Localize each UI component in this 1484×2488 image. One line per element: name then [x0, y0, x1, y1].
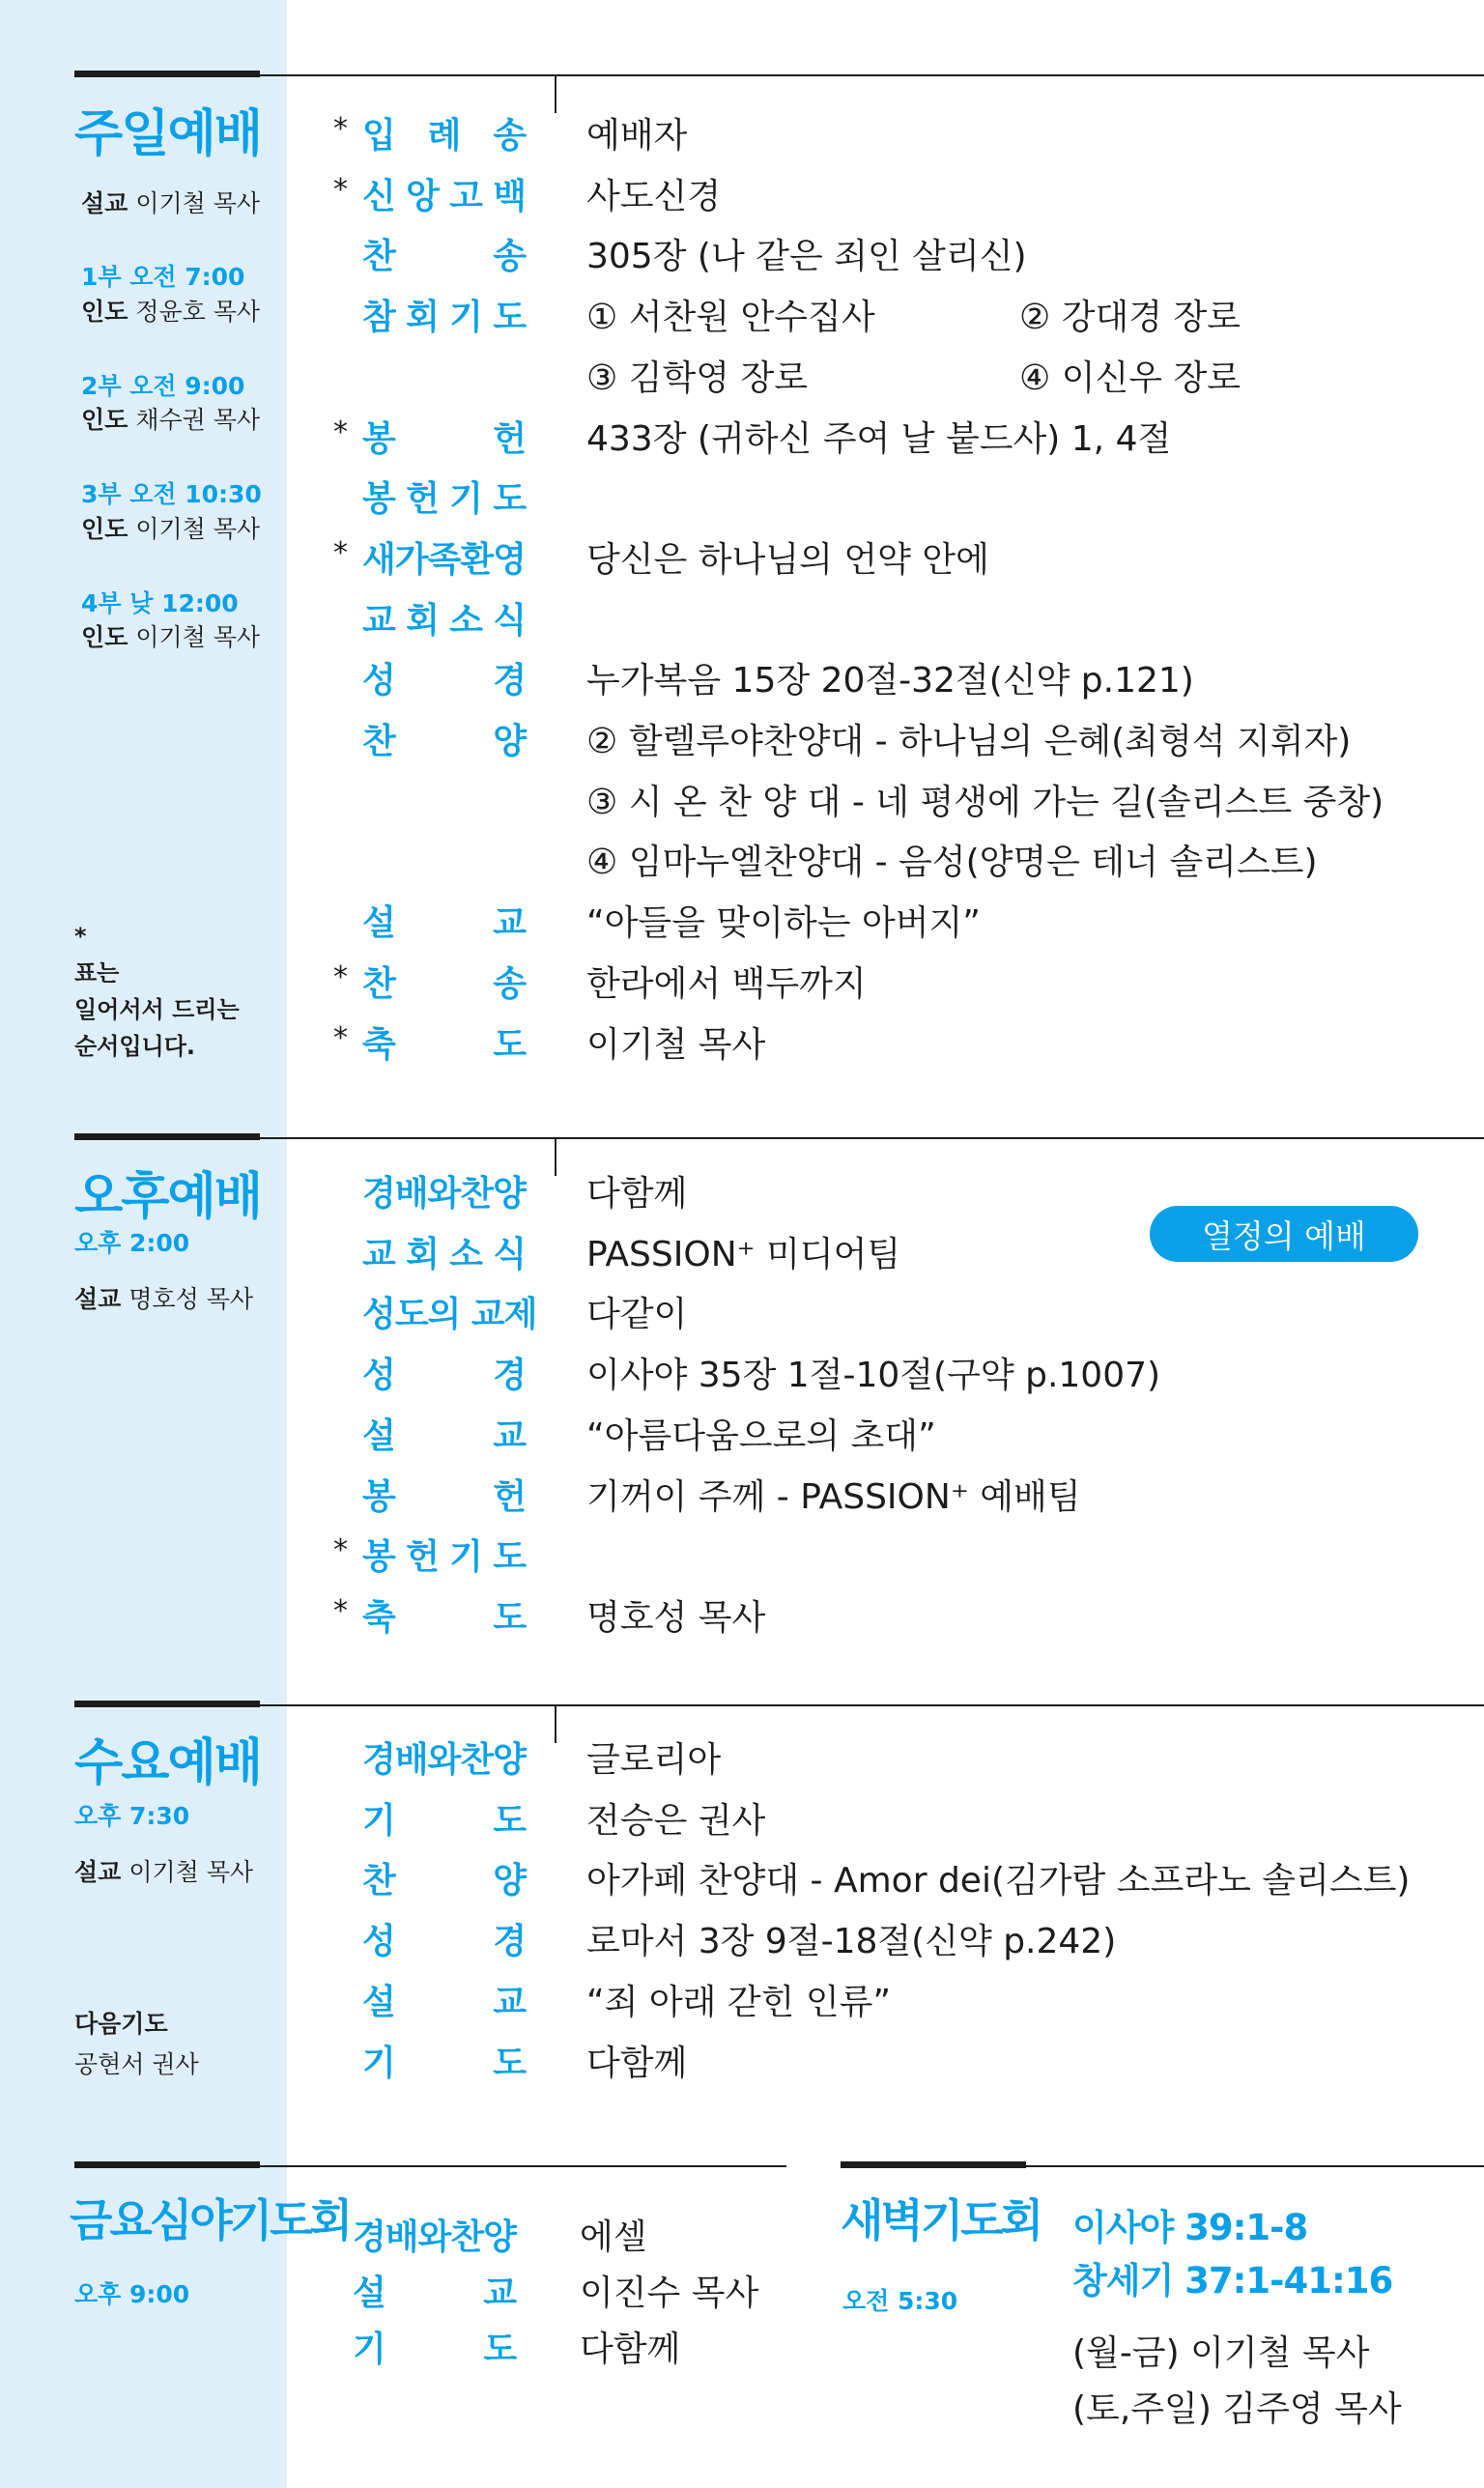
- standing-marker: *: [333, 1593, 348, 1628]
- standing-marker: *: [333, 172, 348, 207]
- order-value-secondary: ④ 이신우 장로: [1019, 357, 1241, 398]
- order-label: 설 교: [362, 1416, 527, 1456]
- section-rule-thin: [260, 2165, 786, 2167]
- section-rule-thick: [74, 71, 260, 77]
- section-rule-thick: [74, 1133, 260, 1140]
- section-tick: [555, 1704, 556, 1743]
- section-rule-thin: [260, 1137, 1484, 1139]
- service-time: 2부 오전 9:00: [81, 372, 245, 400]
- order-value: “아들을 맞이하는 아버지”: [586, 903, 981, 944]
- order-value: 다함께: [586, 2043, 688, 2083]
- dawn-scripture: 창세기 37:1-41:16: [1072, 2260, 1393, 2302]
- order-label: 기 도: [362, 2043, 527, 2083]
- sunday-preacher: 설교 이기철 목사: [81, 189, 261, 217]
- order-value: 아가페 찬양대 - Amor dei(김가람 소프라노 솔리스트): [586, 1861, 1411, 1902]
- dawn-title: 새벽기도회: [841, 2194, 1042, 2246]
- order-value: “아름다움으로의 초대”: [586, 1416, 936, 1456]
- order-label: 설 교: [362, 903, 527, 944]
- wednesday-preacher: 설교 이기철 목사: [74, 1858, 254, 1886]
- order-label: 봉 헌 기 도: [362, 479, 527, 520]
- section-tick: [555, 1137, 556, 1176]
- order-value: 305장 (나 같은 죄인 살리신): [586, 237, 1027, 277]
- order-label: 찬 송: [362, 963, 527, 1004]
- order-label: 교 회 소 식: [362, 1234, 527, 1274]
- order-label: 새가족환영: [362, 539, 526, 580]
- order-label: 기 도: [353, 2330, 517, 2369]
- order-label: 교 회 소 식: [362, 600, 527, 641]
- order-value: PASSION⁺ 미디어팀: [586, 1234, 901, 1274]
- order-value: ① 서찬원 안수집사: [586, 298, 875, 338]
- order-label: 경배와찬양: [362, 1174, 526, 1214]
- order-label: 찬 양: [362, 1861, 527, 1902]
- afternoon-time: 오후 2:00: [74, 1229, 190, 1257]
- section-rule-thick: [74, 2161, 260, 2168]
- standing-marker: *: [333, 1533, 348, 1568]
- standing-marker: *: [333, 415, 348, 449]
- dawn-scripture: 이사야 39:1-8: [1072, 2207, 1308, 2248]
- order-label: 경배와찬양: [353, 2217, 516, 2257]
- service-leader: 인도 이기철 목사: [81, 623, 261, 651]
- order-value: 다함께: [586, 1174, 688, 1214]
- friday-time: 오후 9:00: [74, 2280, 190, 2308]
- order-value-secondary: ② 강대경 장로: [1019, 298, 1241, 338]
- order-value: 누가복음 15장 20절-32절(신약 p.121): [586, 661, 1194, 701]
- service-time: 1부 오전 7:00: [81, 263, 245, 291]
- service-leader: 인도 채수권 목사: [81, 406, 261, 434]
- order-label: 설 교: [362, 1982, 527, 2022]
- order-value: 당신은 하나님의 언약 안에: [586, 539, 989, 580]
- standing-note: * 표는 일어서서 드리는 순서입니다.: [74, 923, 240, 1060]
- order-value: ③ 시 온 찬 양 대 - 네 평생에 가는 길(솔리스트 중창): [586, 782, 1384, 822]
- order-label: 설 교: [353, 2274, 517, 2313]
- order-label: 찬 양: [362, 722, 527, 761]
- order-label: 봉 헌: [362, 418, 527, 459]
- standing-marker: *: [333, 1020, 348, 1055]
- order-label: 성 경: [362, 1922, 527, 1962]
- passion-worship-badge: 열정의 예배: [1150, 1206, 1418, 1262]
- wednesday-time: 오후 7:30: [74, 1802, 190, 1830]
- afternoon-title: 오후예배: [74, 1168, 261, 1226]
- order-label: 입 례 송: [362, 116, 527, 156]
- standing-marker: *: [333, 535, 348, 570]
- order-value: 기꺼이 주께 - PASSION⁺ 예배팀: [586, 1476, 1081, 1517]
- service-leader: 인도 이기철 목사: [81, 515, 261, 543]
- sunday-title: 주일예배: [74, 105, 261, 163]
- order-label: 기 도: [362, 1800, 527, 1841]
- order-label: 축 도: [362, 1597, 527, 1638]
- order-value: 다함께: [580, 2330, 681, 2369]
- service-time: 4부 낮 12:00: [81, 589, 239, 617]
- order-value: 명호성 목사: [586, 1597, 766, 1638]
- order-label: 찬 송: [362, 237, 527, 277]
- order-label: 축 도: [362, 1024, 527, 1065]
- friday-title: 금요심야기도회: [70, 2194, 351, 2246]
- order-value: 사도신경: [586, 176, 722, 216]
- order-label: 봉 헌 기 도: [362, 1537, 527, 1578]
- order-value: 글로리아: [586, 1740, 722, 1780]
- section-tick: [555, 74, 556, 113]
- order-value: 이기철 목사: [586, 1024, 766, 1065]
- service-leader: 인도 정윤호 목사: [81, 298, 261, 326]
- order-value: ④ 임마누엘찬양대 - 음성(양명은 테너 솔리스트): [586, 843, 1318, 883]
- order-label: 경배와찬양: [362, 1740, 526, 1780]
- section-rule-thick: [841, 2161, 1026, 2168]
- order-value: 이사야 35장 1절-10절(구약 p.1007): [586, 1356, 1161, 1396]
- standing-marker: *: [333, 959, 348, 994]
- section-rule-thin: [260, 1704, 1484, 1706]
- afternoon-preacher: 설교 명호성 목사: [74, 1285, 254, 1313]
- dawn-leader: (월-금) 이기철 목사: [1072, 2333, 1370, 2373]
- order-label: 성 경: [362, 661, 527, 701]
- order-value: 예배자: [586, 116, 688, 156]
- order-value: 에셀: [580, 2217, 647, 2257]
- dawn-leader: (토,주일) 김주영 목사: [1072, 2389, 1402, 2429]
- order-label: 봉 헌: [362, 1476, 527, 1517]
- order-value: 이진수 목사: [580, 2274, 759, 2313]
- order-value: 전승은 권사: [586, 1800, 766, 1841]
- order-label: 신 앙 고 백: [362, 176, 527, 216]
- section-rule-thin: [260, 74, 1484, 76]
- order-value: ③ 김학영 장로: [586, 357, 809, 398]
- dawn-time: 오전 5:30: [842, 2287, 958, 2315]
- order-value: ② 할렐루야찬양대 - 하나님의 은혜(최형석 지휘자): [586, 722, 1352, 761]
- order-value: 한라에서 백두까지: [586, 963, 867, 1004]
- order-value: 433장 (귀하신 주여 날 붙드사) 1, 4절: [586, 418, 1172, 459]
- order-label: 성 경: [362, 1356, 527, 1396]
- section-rule-thick: [74, 1701, 260, 1707]
- section-rule-thin: [1026, 2165, 1484, 2167]
- service-time: 3부 오전 10:30: [81, 480, 262, 508]
- standing-marker: *: [333, 112, 348, 146]
- order-label: 참 회 기 도: [362, 298, 527, 338]
- order-value: 로마서 3장 9절-18절(신약 p.242): [586, 1922, 1117, 1962]
- order-label: 성도의 교제: [362, 1295, 537, 1335]
- order-value: “죄 아래 갇힌 인류”: [586, 1982, 892, 2022]
- wednesday-title: 수요예배: [74, 1734, 261, 1792]
- next-prayer: 다음기도 공현서 권사: [74, 2010, 199, 2078]
- order-value: 다같이: [586, 1295, 688, 1335]
